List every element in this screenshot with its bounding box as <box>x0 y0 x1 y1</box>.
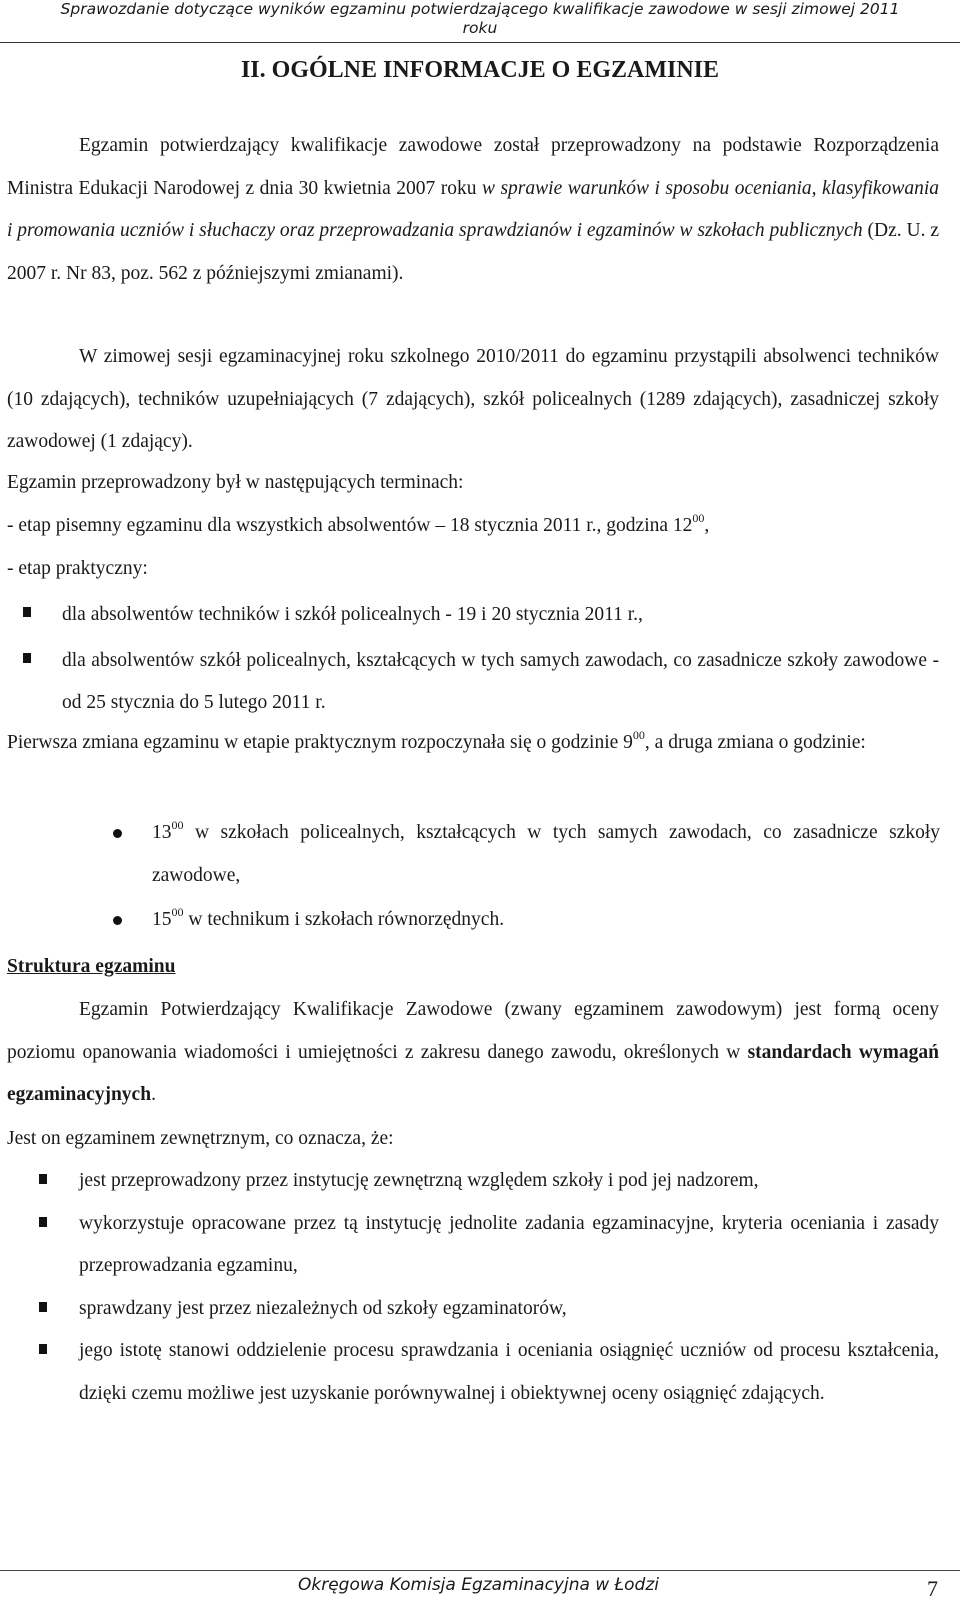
running-header-line2: roku <box>462 19 498 37</box>
standards-term: standardach wymagań egzaminacyjnych <box>7 1041 939 1105</box>
structure-text: Egzamin Potwierdzający Kwalifikacje Zawodowe (zwany egzaminem zawodowym) jest formą oceny poziomu opanowania wiadomości i umiejętności z zakresu danego zawodu, określonych w <box>7 999 939 1063</box>
shift-hour: 13 <box>152 822 172 843</box>
list-item-text: w szkołach policealnych, kształcących w tych samych zawodach, co zasadnicze szkoły zawodowe, <box>152 822 940 886</box>
list-item-text: wykorzystuje opracowane przez tą instytucję jednolite zadania egzaminacyjne, kryteria oceniania i zasady przeprowadzania egzaminu, <box>79 1212 939 1276</box>
shift-minutes: 00 <box>171 905 184 919</box>
shift-minutes: 00 <box>171 818 184 832</box>
practical-stage-label: - etap praktyczny: <box>7 558 148 579</box>
written-stage-text: - etap pisemny egzaminu dla wszystkich absolwentów – 18 stycznia 2011 r., godzina 12 <box>7 515 693 536</box>
shift-text-after: , a druga zmiana o godzinie: <box>644 732 866 753</box>
intro-citation: (Dz. U. z 2007 r. Nr 83, poz. 562 z późniejszymi zmianami). <box>7 220 939 284</box>
list-item <box>7 1160 939 1203</box>
list-item <box>7 594 939 637</box>
practical-stage-list <box>7 594 939 725</box>
shift-paragraph <box>7 722 939 765</box>
list-item-text: jego istotę stanowi oddzielenie procesu sprawdzania i oceniania osiągnięć uczniów od procesu kształcenia, dzięki czemu możliwe jest uzyskanie porównywalnej i obiektywnej oceny osiągnięć zdających. <box>79 1340 939 1404</box>
running-header <box>0 0 960 38</box>
shift-text: Pierwsza zmiana egzaminu w etapie praktycznym rozpoczynała się o godzinie 9 <box>7 732 633 753</box>
square-bullet-icon <box>39 1174 47 1184</box>
shift-hour: 15 <box>152 909 172 930</box>
square-bullet-icon <box>39 1344 47 1354</box>
structure-paragraph <box>7 989 939 1117</box>
square-bullet-icon <box>39 1302 47 1312</box>
running-header-line1: Sprawozdanie dotyczące wyników egzaminu potwierdzającego kwalifikacje zawodowe w sesji zimowej 2011 <box>60 0 900 18</box>
list-item <box>7 1203 939 1288</box>
intro-regulation-title: w sprawie warunków i sposobu oceniania, klasyfikowania i promowania uczniów i słuchaczy oraz przeprowadzania sprawdzianów i egzaminów w szkołach publicznych <box>7 177 939 241</box>
square-bullet-icon <box>23 653 31 663</box>
list-item-text: jest przeprowadzony przez instytucję zewnętrzną względem szkoły i pod jej nadzorem, <box>79 1170 759 1191</box>
footer-rule <box>0 1570 960 1571</box>
header-rule <box>0 42 960 43</box>
structure-period: . <box>151 1084 156 1105</box>
written-stage-minutes: 00 <box>692 511 705 525</box>
square-bullet-icon <box>39 1217 47 1227</box>
list-item-text: sprawdzany jest przez niezależnych od szkoły egzaminatorów, <box>79 1297 567 1319</box>
intro-paragraph <box>7 125 939 295</box>
list-item <box>7 640 939 725</box>
dates-intro: Egzamin przeprowadzony był w następujących terminach: <box>7 472 464 493</box>
list-item-text: dla absolwentów techników i szkół policealnych - 19 i 20 stycznia 2011 r., <box>62 604 643 625</box>
list-item <box>108 899 940 942</box>
list-item <box>7 1330 939 1415</box>
written-stage-comma: , <box>704 515 710 536</box>
page-number: 7 <box>927 1576 938 1601</box>
list-item-text: dla absolwentów szkół policealnych, kształcących w tych samych zawodach, co zasadnicze szkoły zawodowe - od 25 stycznia do 5 lutego 2011 r. <box>62 649 939 713</box>
structure-heading-text: Struktura egzaminu <box>7 956 176 977</box>
dot-bullet-icon <box>113 916 122 925</box>
dot-bullet-icon <box>113 829 122 838</box>
winter-session-paragraph: W zimowej sesji egzaminacyjnej roku szkolnego 2010/2011 do egzaminu przystąpili absolwenci techników (10 zdających), techników uzupełniających (7 zdających), szkół policealnych (1289 zdających), zasadniczej szkoły zawodowej (1 zdający). <box>7 346 939 452</box>
shift-list <box>108 812 940 942</box>
shift-minutes: 00 <box>632 728 645 742</box>
section-title: II. OGÓLNE INFORMACJE O EGZAMINIE <box>240 57 720 83</box>
external-intro: Jest on egzaminem zewnętrznym, co oznacza, że: <box>7 1128 394 1149</box>
list-item <box>7 1288 939 1331</box>
written-stage-line <box>7 505 939 548</box>
structure-heading <box>7 946 939 989</box>
footer-institution: Okręgowa Komisja Egzaminacyjna w Łodzi <box>298 1575 659 1595</box>
square-bullet-icon <box>23 607 31 617</box>
intro-text: Egzamin potwierdzający kwalifikacje zawodowe został przeprowadzony na podstawie Rozporządzenia Ministra Edukacji Narodowej z dnia 30 kwietnia 2007 roku <box>7 135 939 199</box>
list-item-text: w technikum i szkołach równorzędnych. <box>183 909 505 930</box>
list-item <box>108 812 940 897</box>
external-list <box>7 1160 939 1415</box>
